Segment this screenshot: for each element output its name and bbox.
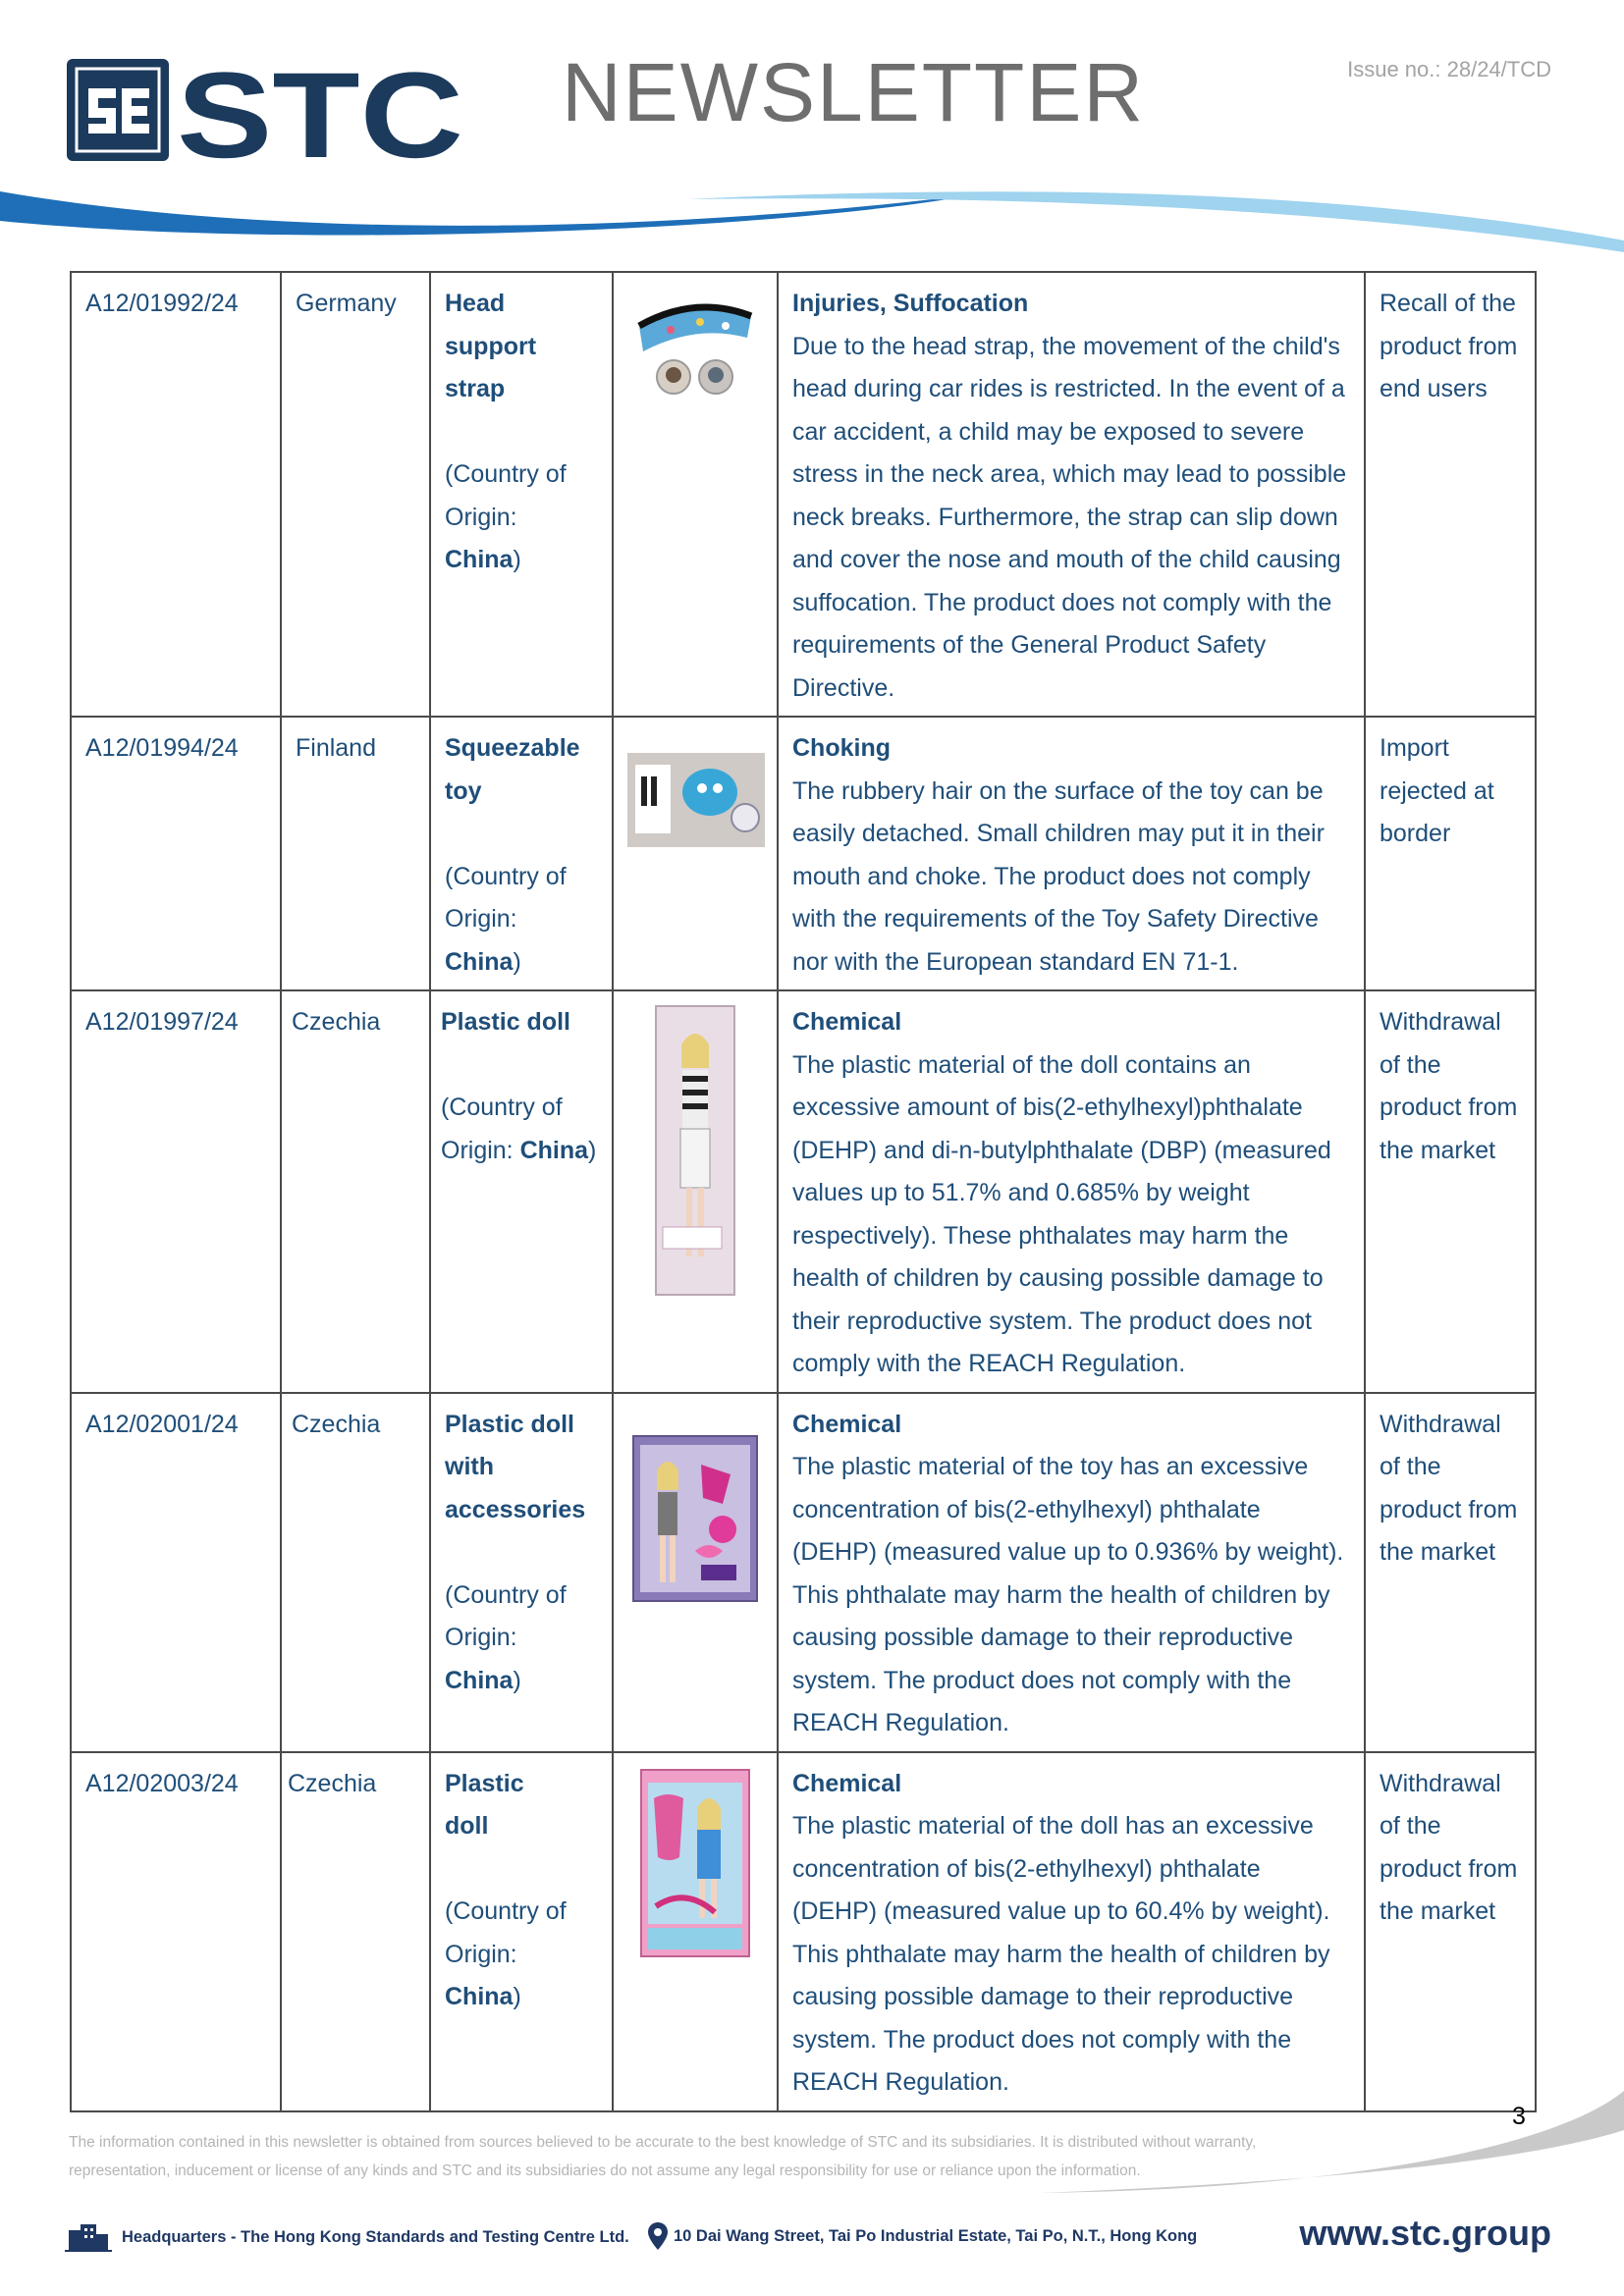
table-row [71, 990, 1536, 1393]
reference-cell: A12/02001/24 [71, 1393, 281, 1752]
origin-country: China [445, 1983, 514, 2010]
product-cell [430, 1752, 613, 2111]
hazard-description: Due to the head strap, the movement of the child's head during car rides is restricted. In the event of a car accident, a child may be exposed to severe stress in the neck area, which may lead to possible neck breaks. Furthermore, the strap can slip down and cover the nose and mouth of the child causing suffocation. The product does not comply with the requirements of the General Product Safety Directive. [792, 332, 1347, 702]
stc-logo [67, 55, 469, 165]
hazard-cell [778, 990, 1365, 1393]
hazard-cell [778, 1752, 1365, 2111]
measure-cell: Recall of the product from end users [1365, 272, 1536, 717]
issue-number: Issue no.: 28/24/TCD [1347, 57, 1551, 81]
origin-suffix: ) [588, 1136, 597, 1164]
hazard-cell [778, 272, 1365, 717]
origin-country: China [445, 947, 514, 976]
origin-suffix: ) [513, 546, 521, 573]
table-row [71, 717, 1536, 990]
product-cell [430, 990, 613, 1393]
measure-cell: Withdrawal of the product from the market [1365, 1752, 1536, 2111]
headquarters-text: Headquarters - The Hong Kong Standards and Testing Centre Ltd. [122, 2227, 629, 2246]
origin-country: China [445, 1666, 514, 1694]
location-pin-icon [648, 2222, 668, 2250]
svg-text:STC: STC [177, 55, 463, 165]
image-cell [613, 717, 778, 990]
product-cell [430, 1393, 613, 1752]
origin-country: China [445, 546, 514, 573]
boxed-doll-photo-icon [640, 1769, 750, 1957]
image-cell [613, 1752, 778, 2111]
hazard-description: The plastic material of the doll has an excessive concentration of bis(2-ethylhexyl) phthalate (DEHP) (measured value up to 60.4% by weight). This phthalate may harm the health of children by causing possible damage to their reproductive system. The product does not comply with the REACH Regulation. [792, 1812, 1330, 2096]
origin-suffix: ) [513, 1666, 521, 1694]
origin-prefix: (Country of Origin: [445, 1897, 567, 1968]
hazard-title: Chemical [792, 1008, 902, 1036]
reference-cell: A12/01997/24 [71, 990, 281, 1393]
reference-cell: A12/02003/24 [71, 1752, 281, 2111]
hazard-description: The plastic material of the toy has an excessive concentration of bis(2-ethylhexyl) phthalate (DEHP) (measured value up to 0.936% by weight). This phthalate may harm the health of children by causing possible damage to their reproductive system. The product does not comply with the REACH Regulation. [792, 1453, 1344, 1736]
origin-prefix: (Country of Origin: [445, 1580, 567, 1651]
origin-suffix: ) [513, 1983, 521, 2010]
origin-prefix: (Country of Origin: [445, 862, 567, 933]
table-row [71, 1752, 1536, 2111]
hazard-description: The plastic material of the doll contains an excessive amount of bis(2-ethylhexyl)phthalate (DEHP) and di-n-butylphthalate (DBP) (measured values up to 51.7% and 0.685% by weight respectively). These phthalates may harm the health of children by causing possible damage to their reproductive system. The product does not comply with the REACH Regulation. [792, 1050, 1331, 1377]
country-cell: Czechia [281, 990, 430, 1393]
newsletter-title: NEWSLETTER [562, 46, 1146, 138]
measure-cell: Withdrawal of the product from the market [1365, 990, 1536, 1393]
hazard-title: Choking [792, 734, 891, 762]
measure-cell: Import rejected at border [1365, 717, 1536, 990]
product-name: Head support strap [445, 290, 537, 402]
origin-country: China [519, 1136, 589, 1164]
plastic-doll-photo-icon [655, 1005, 735, 1296]
image-cell [613, 1393, 778, 1752]
website-link[interactable]: www.stc.group [1299, 2213, 1551, 2253]
product-name: Plastic doll with accessories [445, 1410, 586, 1523]
hazard-title: Chemical [792, 1769, 902, 1797]
origin-prefix: (Country of Origin: [445, 460, 567, 531]
headquarters [65, 2220, 629, 2254]
table-row [71, 1393, 1536, 1752]
product-name: Squeezable toy [445, 734, 580, 805]
hazard-cell [778, 1393, 1365, 1752]
recall-table [70, 271, 1537, 2112]
hazard-title: Chemical [792, 1410, 902, 1438]
country-cell: Finland [281, 717, 430, 990]
reference-cell: A12/01994/24 [71, 717, 281, 990]
address-text: 10 Dai Wang Street, Tai Po Industrial Estate, Tai Po, N.T., Hong Kong [674, 2226, 1198, 2245]
image-cell [613, 990, 778, 1393]
country-cell: Germany [281, 272, 430, 717]
hazard-cell [778, 717, 1365, 990]
country-cell: Czechia [281, 1393, 430, 1752]
country-cell: Czechia [281, 1752, 430, 2111]
head-strap-photo-icon [631, 287, 759, 404]
measure-cell: Withdrawal of the product from the market [1365, 1393, 1536, 1752]
hazard-description: The rubbery hair on the surface of the toy can be easily detached. Small children may put it in their mouth and choke. The product does not comply with the requirements of the Toy Safety Directive nor with the European standard EN 71-1. [792, 776, 1325, 976]
header-wave [0, 182, 1624, 260]
doll-accessories-photo-icon [632, 1435, 758, 1602]
product-cell [430, 717, 613, 990]
address [648, 2222, 1197, 2250]
table-row [71, 272, 1536, 717]
hazard-title: Injuries, Suffocation [792, 290, 1029, 317]
reference-cell: A12/01992/24 [71, 272, 281, 717]
origin-prefix: (Country of Origin: [441, 1094, 563, 1164]
disclaimer: The information contained in this newsletter is obtained from sources believed to be accurate to the best knowledge of STC and its subsidiaries. It is distributed without warranty, representation, inducement or license of any kinds and STC and its subsidiaries do not assume any legal responsibility for use or reliance upon the information. [69, 2134, 1257, 2179]
building-icon [65, 2222, 112, 2252]
image-cell [613, 272, 778, 717]
origin-suffix: ) [513, 947, 521, 976]
product-name: Plastic doll [445, 1769, 524, 1840]
page-number: 3 [1512, 2103, 1526, 2130]
product-name: Plastic doll [441, 1008, 570, 1036]
product-cell [430, 272, 613, 717]
squeezable-toy-photo-icon [627, 753, 765, 847]
